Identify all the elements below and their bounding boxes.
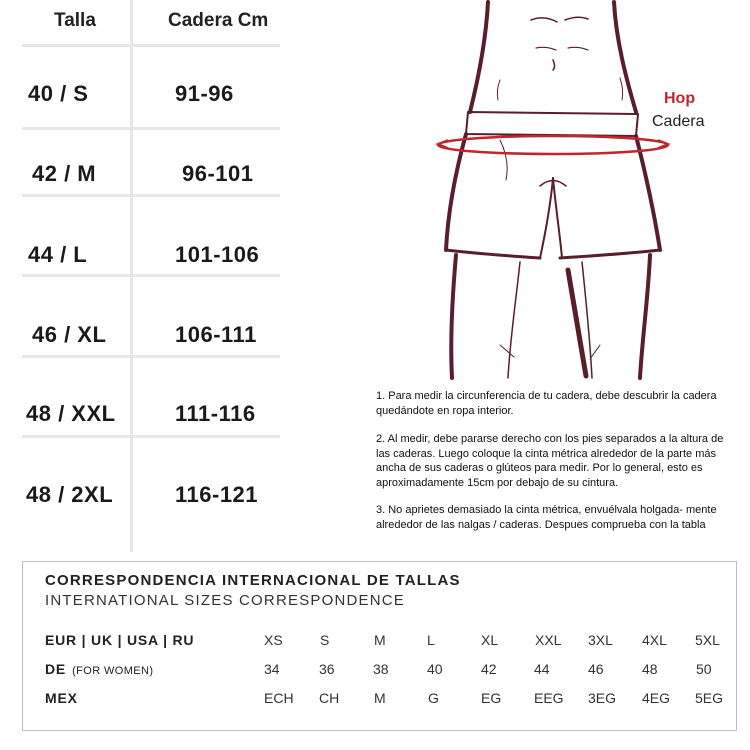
table-row bbox=[22, 355, 280, 438]
table-header bbox=[22, 0, 280, 47]
hip-cell: 91-96 bbox=[175, 81, 234, 106]
size-value: M bbox=[374, 632, 386, 648]
intl-subtitle: INTERNATIONAL SIZES CORRESPONDENCE bbox=[45, 592, 406, 609]
size-value: 3XL bbox=[588, 632, 613, 648]
size-value: 46 bbox=[588, 661, 604, 677]
instruction-2: 2. Al medir, debe pararse derecho con los pies separados a la altura de las caderas. Luego coloque la cinta métrica alrededor de la parte más ancha de sus caderas o glúteos para medir. Por lo general, esto es aproximadamente 15cm por debajo de su cintura. bbox=[376, 433, 724, 489]
row-label-de: DE (FOR WOMEN) bbox=[45, 661, 154, 677]
body-measurement-illustration bbox=[420, 0, 720, 380]
size-value: 4XL bbox=[642, 632, 667, 648]
size-cell: 48 / XXL bbox=[26, 401, 116, 426]
size-cell: 46 / XL bbox=[32, 322, 107, 347]
size-cell: 48 / 2XL bbox=[26, 482, 114, 507]
international-sizes-box bbox=[22, 561, 737, 731]
size-value: 50 bbox=[696, 661, 712, 677]
size-value: EEG bbox=[534, 690, 564, 706]
size-value: EG bbox=[481, 690, 502, 706]
table-row bbox=[22, 435, 280, 552]
size-value: 38 bbox=[373, 661, 389, 677]
size-cell: 42 / M bbox=[32, 161, 97, 186]
table-row bbox=[22, 275, 280, 358]
size-cell: 44 / L bbox=[28, 242, 88, 267]
size-table bbox=[22, 0, 280, 552]
row-note-de: (FOR WOMEN) bbox=[72, 665, 154, 677]
size-value: 36 bbox=[319, 661, 335, 677]
size-value: 40 bbox=[427, 661, 443, 677]
size-value: 34 bbox=[264, 661, 280, 677]
size-value: 48 bbox=[642, 661, 658, 677]
size-value: G bbox=[428, 690, 439, 706]
size-value: 3EG bbox=[588, 690, 617, 706]
size-value: 5XL bbox=[695, 632, 720, 648]
row-label-eur: EUR | UK | USA | RU bbox=[45, 632, 195, 648]
row-label-mex: MEX bbox=[45, 690, 78, 706]
table-row bbox=[22, 194, 280, 277]
header-hip: Cadera Cm bbox=[168, 10, 269, 31]
hip-cell: 106-111 bbox=[175, 322, 257, 347]
size-value: 4EG bbox=[642, 690, 671, 706]
size-value: S bbox=[320, 632, 330, 648]
instruction-3: 3. No aprietes demasiado la cinta métrica, envuélvala holgada- mente alrededor de las nalgas / caderas. Despues comprueba con la tabla bbox=[376, 504, 717, 531]
size-value: XXL bbox=[535, 632, 562, 648]
hop-label: Hop bbox=[664, 90, 696, 107]
hip-cell: 96-101 bbox=[182, 161, 254, 186]
size-value: XS bbox=[264, 632, 283, 648]
size-value: 5EG bbox=[695, 690, 724, 706]
instruction-1: 1. Para medir la circunferencia de tu cadera, debe descubrir la cadera quedándote en ropa interior. bbox=[376, 390, 717, 417]
size-cell: 40 / S bbox=[28, 81, 89, 106]
cadera-label: Cadera bbox=[652, 113, 705, 130]
size-value: M bbox=[374, 690, 386, 706]
size-value: CH bbox=[319, 690, 340, 706]
hip-cell: 101-106 bbox=[175, 242, 260, 267]
hip-cell: 111-116 bbox=[175, 401, 256, 426]
size-value: ECH bbox=[264, 690, 294, 706]
hip-cell: 116-121 bbox=[175, 482, 259, 507]
table-row bbox=[22, 114, 280, 197]
size-value: XL bbox=[481, 632, 499, 648]
size-value: 44 bbox=[534, 661, 550, 677]
size-value: L bbox=[427, 632, 435, 648]
header-size: Talla bbox=[54, 10, 96, 31]
size-value: 42 bbox=[481, 661, 497, 677]
intl-title: CORRESPONDENCIA INTERNACIONAL DE TALLAS bbox=[45, 572, 461, 589]
